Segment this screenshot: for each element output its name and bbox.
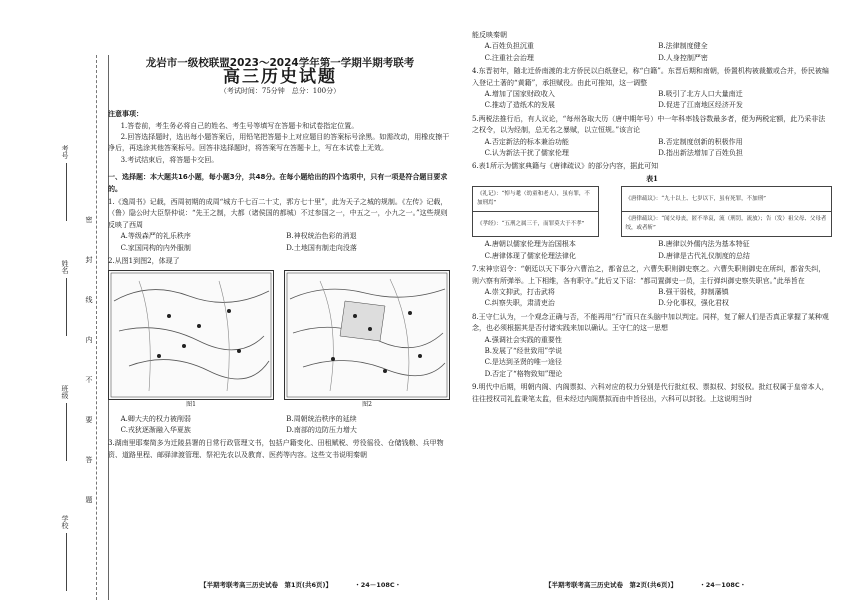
- exam-subtitle: 高三历史试题: [223, 67, 337, 88]
- option-b: B.强干弱枝，抑制藩镇: [658, 287, 729, 296]
- option-d: D.土地国有制走向没落: [286, 243, 357, 252]
- binding-field-name: 姓名: [30, 260, 100, 336]
- map-caption: 图1: [186, 401, 196, 409]
- seal-char: 不: [85, 376, 93, 384]
- question-7: [472, 264, 832, 310]
- option-a: A.百姓负担沉重: [484, 42, 534, 51]
- option-c: C.家国同构的内外服制: [120, 243, 191, 252]
- page-2: [472, 30, 832, 405]
- option-d: D.指出新法增加了百姓负担: [658, 149, 743, 158]
- seal-char: 封: [85, 256, 93, 264]
- map-figures: [108, 270, 452, 409]
- option-a: A.崇文抑武，打击武将: [484, 287, 555, 296]
- page-1: [108, 40, 452, 461]
- option-a: A.等级森严的礼乐秩序: [120, 232, 191, 241]
- question-stem: 1.《逸周书》记载，西周初期的成周“城方千七百二十丈，郛方七十里”，此为天子之城的规制。《左传》记载，（鲁）隐公时大臣祭仲说：“先王之制，大都（诸侯国的都城）不过参国之一，中五之一，小九之一。”这些规则反映了西周: [108, 198, 448, 229]
- footer-page-2: [545, 580, 746, 589]
- seal-char: 要: [85, 416, 93, 424]
- map-caption: 图2: [362, 401, 372, 409]
- seal-char: 答: [85, 456, 93, 464]
- option-b: B.法律制度健全: [658, 42, 708, 51]
- option-c: C.认为新法干扰了儒家伦理: [484, 149, 569, 158]
- table-row: [473, 187, 832, 212]
- question-8: [472, 312, 832, 380]
- option-c: C.推动了造纸术的发展: [484, 101, 555, 110]
- table-cell: 《孝经》：“五刑之属三千，而罪莫大于不孝”: [473, 212, 599, 237]
- table-row: [473, 212, 832, 237]
- option-a: A.唐朝以儒家伦理为治国根本: [484, 240, 576, 249]
- option-b: B.吸引了北方人口大量南迁: [658, 90, 743, 99]
- question-6: [472, 161, 832, 262]
- exam-title: 龙岩市一级校联盟2023～2024学年第一学期半期考联考: [145, 57, 415, 69]
- option-a: A.强调社会实践的重要性: [484, 335, 562, 344]
- map-illustration: [285, 271, 449, 399]
- option-d: D.促进了江南地区经济开发: [658, 101, 743, 110]
- option-c: C.戎狄逐渐融入华夏族: [120, 425, 191, 434]
- option-d: D.唐律是古代礼仪制度的总结: [658, 251, 750, 260]
- question-1: [108, 197, 452, 254]
- question-stem: 5.两税法推行后，有人议论，“每州各取大历（唐中期年号）中一年科率钱谷数最多者，便为两税定额，此乃采非法之权令，以为经制，总无名之暴赋，以立恒规。”该言论: [472, 114, 826, 135]
- option-a: A.否定新法的标本兼治功能: [484, 137, 569, 146]
- seal-char: 密: [85, 216, 93, 224]
- seal-char: 题: [85, 496, 93, 504]
- binding-field-class: 班级: [30, 385, 100, 461]
- footer-text: 【半期考联考高三历史试卷 第1页(共6页)】: [200, 581, 332, 589]
- option-c: C.注重社会治理: [484, 53, 534, 62]
- map-illustration: [109, 271, 273, 399]
- question-5: [472, 114, 832, 160]
- seal-char: 内: [85, 336, 93, 344]
- note-item: 2.回答选择题时，选出每小题答案后，用铅笔把答题卡上对应题目的答案标号涂黑。如需改动，用橡皮擦干净后，再选涂其他答案标号。回答非选择题时，将答案写在答题卡上，写在本试卷上无效。: [108, 133, 450, 153]
- option-d: D.南部的边防压力增大: [286, 425, 357, 434]
- comparison-table: [472, 186, 832, 237]
- question-stem: 4.东晋初年，随北迁侨南渡的北方侨民以白纸登记，称“白籍”。东晋后期和南朝，侨置机构被裁撤或合并，侨民被编入登记土著的“黄籍”，承担赋役。由此可推知，这一调整: [472, 67, 829, 87]
- footer-code: ・24－108C・: [354, 581, 402, 589]
- exam-info: （考试时间：75分钟 总分：100分）: [219, 86, 341, 95]
- question-stem: 6.表1所示为儒家典籍与《唐律疏议》的部分内容，据此可知: [472, 162, 659, 171]
- map-figure-1: [108, 270, 274, 409]
- table-caption: 表1: [646, 173, 658, 183]
- question-2: [108, 256, 452, 436]
- seal-line: [96, 55, 97, 600]
- option-c: C.唐律体现了儒家伦理法律化: [484, 251, 576, 260]
- option-d: D.人身控制严密: [658, 53, 708, 62]
- seal-char: 线: [85, 296, 93, 304]
- question-3: [108, 438, 452, 461]
- table-cell: 《唐律疏议》：“九十以上、七岁以下，虽有死罪，不加刑”: [621, 187, 831, 212]
- option-c: C.纠察失职，肃清吏治: [484, 299, 555, 308]
- option-a: A.增加了国家财政收入: [484, 90, 555, 99]
- table-cell: 《唐律疏议》：“闻父母丧，匿不举哀，流（刑罚，流放）；告（发）祖父母、父母者绞，或者斩”: [621, 212, 831, 237]
- question-continuation: 能反映秦朝: [472, 31, 507, 39]
- question-stem: 3.湖南里耶秦简多为迁陵县署的日常行政管理文书，包括户籍变化、田租赋税、劳役徭役、仓储钱粮、兵甲物资、道路里程、邮驿津渡管理、祭祀先农以及教育、医药等内容。这些文书说明秦朝: [108, 439, 444, 459]
- question-9: [472, 382, 832, 405]
- map-figure-2: [284, 270, 450, 409]
- note-item: 3.考试结束后，将答题卡交回。: [120, 155, 219, 164]
- table-cell: 《礼记》：“悼与耄（幼童和老人），虽有罪，不加刑焉”: [473, 187, 599, 212]
- binding-field-school: 学校: [30, 515, 100, 591]
- notes-heading: 注意事项：: [108, 110, 143, 119]
- option-a: A.卿大夫的权力被削弱: [120, 414, 191, 423]
- binding-field-exam-number: 考号: [30, 145, 100, 221]
- option-b: B.唐律以外儒内法为基本特征: [658, 240, 750, 249]
- footer-page-1: [200, 580, 401, 589]
- option-d: D.分化事权，强化君权: [658, 299, 729, 308]
- section-heading: 一、选择题：本大题共16小题，每小题3分，共48分。在每小题给出的四个选项中，只有一项是符合题目要求的。: [108, 173, 448, 193]
- question-stem: 8.王守仁认为，一个观念正确与否，不能再用“行”而只在头脑中加以判定。同样，复了解人们是否真正掌握了某种观念，也必须根据其是否付诸实践来加以确认。王守仁的这一思想: [472, 312, 829, 333]
- option-b: B.否定制度创新的积极作用: [658, 137, 743, 146]
- option-b: B.周朝统治秩序的延续: [286, 414, 357, 423]
- footer-code: ・24－108C・: [699, 581, 747, 589]
- option-c: C.是达到圣贤的唯一途径: [484, 358, 562, 367]
- question-4: [472, 66, 832, 112]
- question-stem: 7.宋神宗诏令：“朝廷以天下事分六曹治之，都省总之，六曹失职则御史察之。六曹失职则御史在所纠，都省失纠，则六察有所弹举。上下相维，各有职守。”此后又下诏：“都司置御史一员，主行弹纠御史察失职官。”此举旨在: [472, 265, 826, 285]
- option-d: D.否定了“格物致知”理论: [484, 369, 563, 378]
- question-stem: 2.从图1到图2，体现了: [108, 257, 180, 266]
- question-stem: 9.明代中后期，明朝内阁、内阁票拟、六科对应的权力分别是代行批红权、票拟权、封驳权。批红权属于皇帝本人，往往授权司礼监秉笔太监，但未经过内阁票拟而由中旨径出，六科可以封驳。上这说明当时: [472, 383, 829, 403]
- option-b: B.发展了“经世致用”学说: [484, 346, 563, 355]
- binding-strip: [30, 25, 108, 595]
- footer-text: 【半期考联考高三历史试卷 第2页(共6页)】: [545, 581, 677, 589]
- note-item: 1.答卷前，考生务必将自己的姓名、考生号等填写在答题卡和试卷指定位置。: [120, 121, 359, 130]
- option-b: B.神权统治色彩的消退: [286, 232, 357, 241]
